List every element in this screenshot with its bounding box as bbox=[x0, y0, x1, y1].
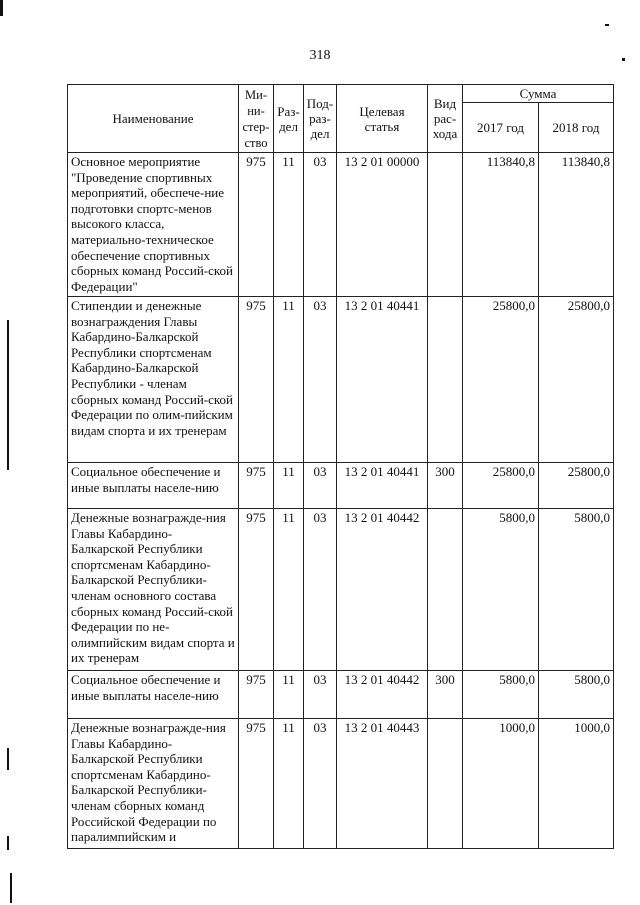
header-target: Целевая статья bbox=[337, 85, 428, 153]
row-subsection: 03 bbox=[304, 297, 337, 463]
row-2018: 5800,0 bbox=[539, 509, 614, 671]
row-2017: 113840,8 bbox=[463, 153, 539, 297]
scan-mark bbox=[605, 24, 609, 26]
row-subsection: 03 bbox=[304, 719, 337, 849]
row-section: 11 bbox=[274, 719, 304, 849]
row-ministry: 975 bbox=[239, 719, 274, 849]
header-2017: 2017 год bbox=[463, 103, 539, 153]
table-row bbox=[68, 509, 614, 671]
row-name: Основное мероприятие "Проведение спортивных мероприятий, обеспече-ние подготовки спортс-менов высокого класса, материально-техническое обеспечение спортивных сборных команд Россий-ской Федерации" bbox=[68, 153, 239, 297]
row-subsection: 03 bbox=[304, 509, 337, 671]
table-row bbox=[68, 671, 614, 719]
budget-table bbox=[67, 84, 614, 849]
row-section: 11 bbox=[274, 297, 304, 463]
row-name: Стипендии и денежные вознаграждения Главы Кабардино-Балкарской Республики спортсменам Кабардино-Балкарской Республики - членам сборных команд Россий-ской Федерации по олим-пийским видам спорта и их тренерам bbox=[68, 297, 239, 463]
row-2018: 25800,0 bbox=[539, 463, 614, 509]
row-subsection: 03 bbox=[304, 671, 337, 719]
row-expense bbox=[428, 719, 463, 849]
row-name: Денежные вознагражде-ния Главы Кабардино-Балкарской Республики спортсменам Кабардино-Балкарской Республики-членам основного состава сборных команд Россий-ской Федерации по не-олимпийским видам спорта и их тренерам bbox=[68, 509, 239, 671]
table-row bbox=[68, 463, 614, 509]
row-2018: 1000,0 bbox=[539, 719, 614, 849]
row-section: 11 bbox=[274, 671, 304, 719]
table-row bbox=[68, 153, 614, 297]
row-target: 13 2 01 40441 bbox=[337, 297, 428, 463]
row-ministry: 975 bbox=[239, 671, 274, 719]
table-row bbox=[68, 719, 614, 849]
row-target: 13 2 01 40443 bbox=[337, 719, 428, 849]
row-ministry: 975 bbox=[239, 153, 274, 297]
row-2018: 25800,0 bbox=[539, 297, 614, 463]
row-2017: 25800,0 bbox=[463, 463, 539, 509]
row-2017: 5800,0 bbox=[463, 671, 539, 719]
page-number: 318 bbox=[309, 48, 331, 63]
row-name: Денежные вознагражде-ния Главы Кабардино-Балкарской Республики спортсменам Кабардино-Балкарской Республики-членам сборных команд Российской Федерации по паралимпийским и bbox=[68, 719, 239, 849]
row-target: 13 2 01 40442 bbox=[337, 671, 428, 719]
row-expense bbox=[428, 297, 463, 463]
row-target: 13 2 01 00000 bbox=[337, 153, 428, 297]
scan-mark bbox=[7, 320, 9, 470]
header-2018: 2018 год bbox=[539, 103, 614, 153]
header-expense: Вид рас- хода bbox=[428, 85, 463, 153]
header-section: Раз- дел bbox=[274, 85, 304, 153]
row-section: 11 bbox=[274, 153, 304, 297]
row-section: 11 bbox=[274, 509, 304, 671]
row-2017: 25800,0 bbox=[463, 297, 539, 463]
row-ministry: 975 bbox=[239, 509, 274, 671]
row-expense: 300 bbox=[428, 671, 463, 719]
row-expense: 300 bbox=[428, 463, 463, 509]
row-target: 13 2 01 40442 bbox=[337, 509, 428, 671]
header-name: Наименование bbox=[68, 85, 239, 153]
scan-mark bbox=[10, 873, 12, 903]
row-subsection: 03 bbox=[304, 463, 337, 509]
row-expense bbox=[428, 153, 463, 297]
row-ministry: 975 bbox=[239, 297, 274, 463]
row-expense bbox=[428, 509, 463, 671]
header-sum: Сумма bbox=[463, 85, 614, 103]
row-section: 11 bbox=[274, 463, 304, 509]
header-subsection: Под- раз- дел bbox=[304, 85, 337, 153]
row-ministry: 975 bbox=[239, 463, 274, 509]
scan-mark bbox=[7, 748, 9, 770]
row-name: Социальное обеспечение и иные выплаты населе-нию bbox=[68, 671, 239, 719]
scan-mark bbox=[0, 0, 3, 16]
row-target: 13 2 01 40441 bbox=[337, 463, 428, 509]
row-2018: 113840,8 bbox=[539, 153, 614, 297]
row-name: Социальное обеспечение и иные выплаты населе-нию bbox=[68, 463, 239, 509]
row-2017: 5800,0 bbox=[463, 509, 539, 671]
row-2018: 5800,0 bbox=[539, 671, 614, 719]
table-row bbox=[68, 297, 614, 463]
header-ministry: Ми- ни- стер- ство bbox=[239, 85, 274, 153]
scan-mark bbox=[7, 836, 9, 850]
row-subsection: 03 bbox=[304, 153, 337, 297]
row-2017: 1000,0 bbox=[463, 719, 539, 849]
